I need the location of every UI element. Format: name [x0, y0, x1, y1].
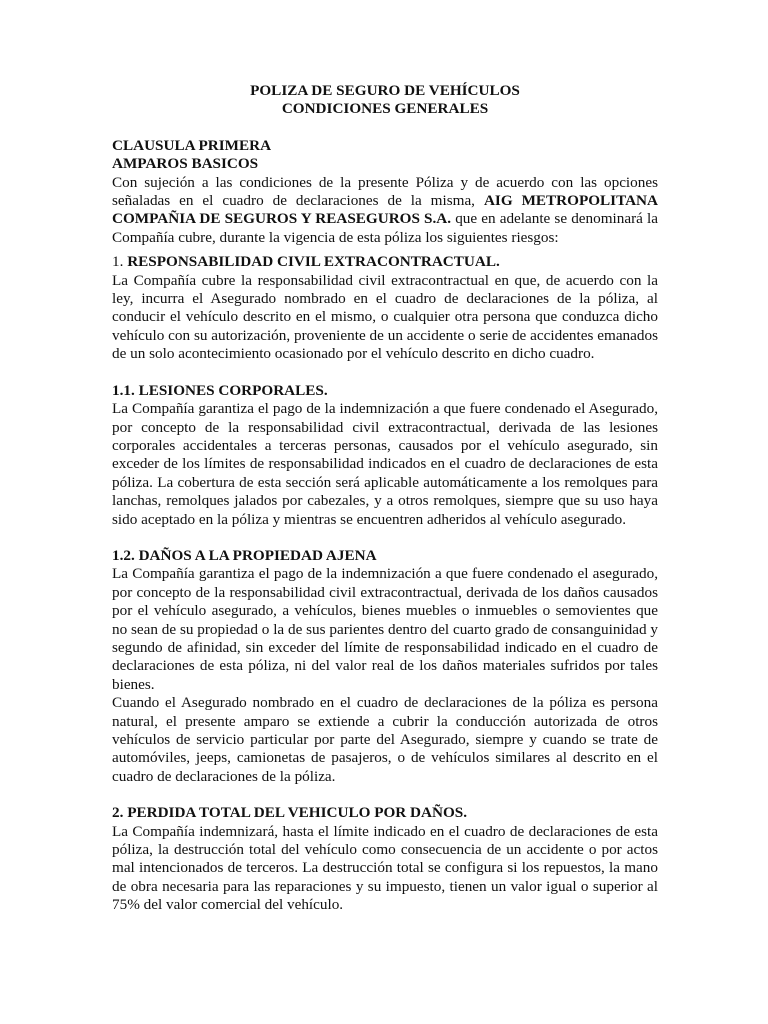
document-title-line2: CONDICIONES GENERALES	[281, 100, 489, 118]
section-paragraph: Cuando el Asegurado nombrado en el cuadro de declaraciones de la póliza es persona natural, el presente amparo se extiende a cubrir la conducción autorizada de otros vehículos de servicio particular por parte del Asegurado, siempre y cuando se trate de automóviles, jeeps, camionetas de pasajeros, o de vehículos similares al descrito en el cuadro de declaraciones de la póliza.	[112, 694, 658, 785]
clause-intro	[112, 174, 658, 248]
section-lesiones-corporales	[112, 382, 658, 529]
section-title: 2. PERDIDA TOTAL DEL VEHICULO POR DAÑOS.	[112, 804, 468, 822]
section-paragraph: La Compañía cubre la responsabilidad civil extracontractual en que, de acuerdo con la ley, incurra el Asegurado nombrado en el cuadro de declaraciones de la póliza, al conducir el vehículo descrito en el mismo, o cualquier otra persona que conduzca dicho vehículo con su autorización, proveniente de un accidente o serie de accidentes emanados de un solo acontecimiento ocasionado por el vehículo descrito en dicho cuadro.	[112, 271, 658, 363]
clause-name: AMPAROS BASICOS	[112, 155, 259, 173]
section-number: 1.	[112, 253, 128, 271]
section-title: 1.2. DAÑOS A LA PROPIEDAD AJENA	[112, 546, 377, 564]
title-spacer	[112, 119, 658, 137]
document-title-line1: POLIZA DE SEGURO DE VEHÍCULOS	[250, 82, 520, 99]
clause-intro-part2: que en adelante se denominará la Compañía cubre, durante la vigencia de esta póliza los siguientes riesgos:	[112, 210, 658, 246]
section-title: RESPONSABILIDAD CIVIL EXTRACONTRACTUAL.	[127, 253, 500, 271]
section-paragraph: La Compañía garantiza el pago de la indemnización a que fuere condenado el Asegurado, por concepto de la responsabilidad civil extracontractual, derivada de las lesiones corporales accidentales a terceras personas, causados por el vehículo asegurado, sin exceder de los límites de responsabilidad indicados en el cuadro de declaraciones de esta póliza. La cobertura de esta sección será aplicable automáticamente a los remolques para lanchas, remolques jalados por cabezales, y a otros remolques, siempre que su uso haya sido aceptado en la póliza y mientras se encuentren adheridos al vehículo asegurado.	[112, 400, 658, 528]
section-perdida-total	[112, 804, 658, 914]
section-paragraph: La Compañía indemnizará, hasta el límite indicado en el cuadro de declaraciones de esta póliza, la destrucción total del vehículo como consecuencia de un accidente o por actos mal intencionados de terceros. La destrucción total se configura si los repuestos, la mano de obra necesaria para las reparaciones y su impuesto, tienen un valor igual o superior al 75% del valor comercial del vehículo.	[112, 822, 658, 914]
section-responsabilidad-civil	[112, 253, 658, 363]
section-title: 1.1. LESIONES CORPORALES.	[112, 381, 328, 399]
company-name: AIG METROPOLITANA COMPAÑIA DE SEGUROS Y REASEGUROS S.A.	[112, 192, 658, 228]
clause-intro-part1: Con sujeción a las condiciones de la presente Póliza y de acuerdo con las opciones señaladas en el cuadro de declaraciones de la misma,	[112, 173, 658, 210]
clause-number: CLAUSULA PRIMERA	[112, 136, 272, 154]
section-danos-propiedad-ajena	[112, 547, 658, 786]
section-heading	[112, 253, 658, 271]
document-page	[112, 82, 658, 915]
section-paragraph: La Compañía garantiza el pago de la indemnización a que fuere condenado el asegurado, por concepto de la responsabilidad civil extracontractual, derivada de los daños causados por el vehículo asegurado, a vehículos, bienes muebles o inmuebles o semovientes que no sean de su propiedad o la de sus parientes dentro del cuarto grado de consanguinidad y segundo de afinidad, sin exceder del límite de responsabilidad indicado en el cuadro de declaraciones de esta póliza, ni del valor real de los daños materiales sufridos por tales bienes.	[112, 565, 658, 693]
